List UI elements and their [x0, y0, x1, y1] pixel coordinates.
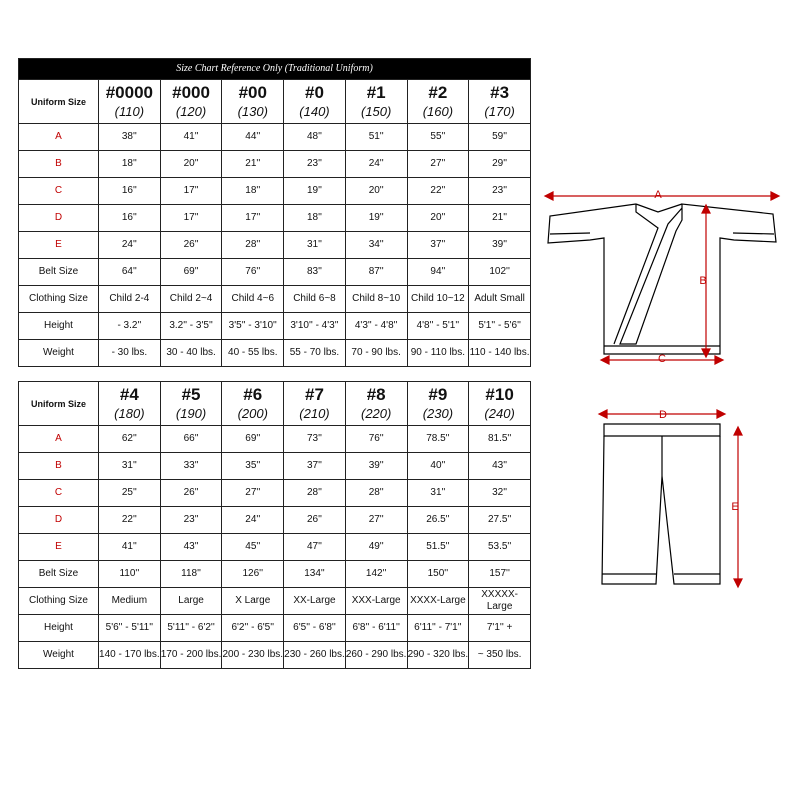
size-code: #10 — [485, 384, 514, 404]
table-cell: 17'' — [160, 178, 222, 205]
table-cell: XX-Large — [284, 588, 346, 615]
table-cell: 53.5'' — [469, 534, 531, 561]
table-cell: 16'' — [99, 178, 161, 205]
size-number: (140) — [299, 103, 330, 119]
table-row — [19, 340, 531, 367]
size-code: #6 — [243, 384, 263, 404]
row-label: Weight — [19, 642, 99, 669]
table-row — [19, 453, 531, 480]
table-cell: 6'11'' - 7'1'' — [407, 615, 469, 642]
size-number: (200) — [237, 405, 268, 421]
table-cell: 157'' — [469, 561, 531, 588]
table-cell: XXXX-Large — [407, 588, 469, 615]
table-cell: 66'' — [160, 426, 222, 453]
row-label: C — [19, 480, 99, 507]
table-cell: 26'' — [160, 480, 222, 507]
table-cell: 44'' — [222, 124, 284, 151]
table-cell: 27.5'' — [469, 507, 531, 534]
size-code: #0000 — [105, 82, 153, 102]
row-label: Height — [19, 615, 99, 642]
table-cell: 25'' — [99, 480, 161, 507]
table-row — [19, 124, 531, 151]
row-label: A — [19, 124, 99, 151]
size-code: #9 — [428, 384, 448, 404]
table-cell: Child 2-4 — [99, 286, 161, 313]
table-cell: 30 - 40 lbs. — [160, 340, 222, 367]
table-cell: 27'' — [222, 480, 284, 507]
table-cell: 51.5'' — [407, 534, 469, 561]
table-cell: 17'' — [222, 205, 284, 232]
table-cell: 32'' — [469, 480, 531, 507]
size-cell — [284, 382, 346, 426]
table-cell: 18'' — [284, 205, 346, 232]
table-row — [19, 313, 531, 340]
size-cell — [160, 80, 222, 124]
table-cell: 51'' — [345, 124, 407, 151]
table-cell: 55 - 70 lbs. — [284, 340, 346, 367]
table-row — [19, 615, 531, 642]
table-cell: X Large — [222, 588, 284, 615]
row-label: B — [19, 453, 99, 480]
table-cell: 140 - 170 lbs. — [99, 642, 161, 669]
table-cell: 24'' — [222, 507, 284, 534]
size-number: (240) — [484, 405, 515, 421]
table-cell: 31'' — [99, 453, 161, 480]
pants-diagram — [596, 406, 746, 590]
table-row — [19, 642, 531, 669]
table-cell: 170 - 200 lbs. — [160, 642, 222, 669]
table-cell: 69'' — [222, 426, 284, 453]
table-cell: 38'' — [99, 124, 161, 151]
table-cell: 83'' — [284, 259, 346, 286]
table-cell: 4'8'' - 5'1'' — [407, 313, 469, 340]
table-cell: 69'' — [160, 259, 222, 286]
table-cell: 200 - 230 lbs. — [222, 642, 284, 669]
table-cell: 28'' — [222, 232, 284, 259]
table-cell: 48'' — [284, 124, 346, 151]
table-cell: 7'1'' + — [469, 615, 531, 642]
table-row — [19, 507, 531, 534]
table-cell: 73'' — [284, 426, 346, 453]
size-number: (180) — [114, 405, 145, 421]
table-cell: 62'' — [99, 426, 161, 453]
row-label: E — [19, 232, 99, 259]
table-cell: 26'' — [284, 507, 346, 534]
table-cell: 43'' — [469, 453, 531, 480]
table-row — [19, 232, 531, 259]
table-cell: 5'6'' - 5'11'' — [99, 615, 161, 642]
size-cell — [345, 382, 407, 426]
table-cell: - 30 lbs. — [99, 340, 161, 367]
table-cell: 28'' — [284, 480, 346, 507]
table-cell: 22'' — [407, 178, 469, 205]
table-cell: 3'5'' - 3'10'' — [222, 313, 284, 340]
size-code: #00 — [238, 82, 267, 102]
table-cell: 78.5'' — [407, 426, 469, 453]
table-cell: 22'' — [99, 507, 161, 534]
uniform-size-header: Uniform Size — [19, 80, 99, 124]
table-cell: 37'' — [407, 232, 469, 259]
table-cell: Child 2~4 — [160, 286, 222, 313]
size-code: #5 — [181, 384, 201, 404]
table-cell: 90 - 110 lbs. — [407, 340, 469, 367]
table-cell: 20'' — [160, 151, 222, 178]
table-row — [19, 259, 531, 286]
table-cell: 110'' — [99, 561, 161, 588]
table-row — [19, 534, 531, 561]
table-cell: 150'' — [407, 561, 469, 588]
table-row — [19, 561, 531, 588]
table-cell: 35'' — [222, 453, 284, 480]
size-code: #8 — [366, 384, 386, 404]
table-cell: 19'' — [345, 205, 407, 232]
table-cell: 27'' — [345, 507, 407, 534]
table-cell: 23'' — [469, 178, 531, 205]
row-label: Height — [19, 313, 99, 340]
table-cell: 17'' — [160, 205, 222, 232]
table-cell: 18'' — [99, 151, 161, 178]
dimension-label-b: B — [699, 275, 707, 287]
table-cell: XXXXX-Large — [469, 588, 531, 615]
table-cell: 110 - 140 lbs. — [469, 340, 531, 367]
table-cell: 23'' — [160, 507, 222, 534]
size-cell — [99, 382, 161, 426]
table-cell: 40 - 55 lbs. — [222, 340, 284, 367]
size-table-bottom — [18, 381, 531, 669]
table-cell: 5'1'' - 5'6'' — [469, 313, 531, 340]
size-cell — [345, 80, 407, 124]
table-cell: 19'' — [284, 178, 346, 205]
table-cell: 5'11'' - 6'2'' — [160, 615, 222, 642]
table-cell: ~ 350 lbs. — [469, 642, 531, 669]
row-label: D — [19, 205, 99, 232]
size-cell — [160, 382, 222, 426]
size-code: #0 — [305, 82, 324, 102]
table-cell: 118'' — [160, 561, 222, 588]
table-cell: 45'' — [222, 534, 284, 561]
size-number: (160) — [422, 103, 454, 119]
table-cell: 134'' — [284, 561, 346, 588]
dimension-label-a: A — [654, 189, 662, 201]
jacket-outline — [548, 204, 776, 354]
table-cell: 260 - 290 lbs. — [345, 642, 407, 669]
table-cell: 40'' — [407, 453, 469, 480]
table-cell: 37'' — [284, 453, 346, 480]
table-cell: Child 4~6 — [222, 286, 284, 313]
table-cell: 18'' — [222, 178, 284, 205]
size-number: (120) — [175, 103, 207, 119]
table-cell: 33'' — [160, 453, 222, 480]
table-cell: Large — [160, 588, 222, 615]
table-cell: Child 8~10 — [345, 286, 407, 313]
table-cell: 59'' — [469, 124, 531, 151]
size-number: (130) — [237, 103, 268, 119]
table-cell: 21'' — [222, 151, 284, 178]
size-number: (230) — [422, 405, 454, 421]
size-number: (190) — [175, 405, 207, 421]
table-cell: 28'' — [345, 480, 407, 507]
table-cell: Adult Small — [469, 286, 531, 313]
table-row — [19, 151, 531, 178]
size-cell — [469, 382, 531, 426]
size-cell — [222, 80, 284, 124]
table-cell: 49'' — [345, 534, 407, 561]
table-cell: 4'3'' - 4'8'' — [345, 313, 407, 340]
size-code: #3 — [490, 82, 510, 102]
table-cell: 21'' — [469, 205, 531, 232]
table-cell: 290 - 320 lbs. — [407, 642, 469, 669]
size-code: #4 — [119, 384, 139, 404]
table-cell: 76'' — [345, 426, 407, 453]
table-cell: 27'' — [407, 151, 469, 178]
row-label: A — [19, 426, 99, 453]
size-code: #1 — [366, 82, 386, 102]
table-cell: 102'' — [469, 259, 531, 286]
size-cell — [407, 382, 469, 426]
row-label: Belt Size — [19, 561, 99, 588]
table-cell: 126'' — [222, 561, 284, 588]
table-cell: 81.5'' — [469, 426, 531, 453]
table-cell: 3.2'' - 3'5'' — [160, 313, 222, 340]
row-label: E — [19, 534, 99, 561]
size-number: (220) — [360, 405, 392, 421]
size-code: #000 — [172, 82, 210, 102]
table-cell: 23'' — [284, 151, 346, 178]
size-cell — [407, 80, 469, 124]
table-cell: 70 - 90 lbs. — [345, 340, 407, 367]
size-number: (150) — [360, 103, 392, 119]
chart-title: Size Chart Reference Only (Traditional Uniform) — [19, 59, 531, 80]
row-label: Clothing Size — [19, 588, 99, 615]
table-cell: 6'5'' - 6'8'' — [284, 615, 346, 642]
pants-outline — [602, 424, 720, 584]
table-cell: 87'' — [345, 259, 407, 286]
table-cell: 24'' — [99, 232, 161, 259]
table-cell: 16'' — [99, 205, 161, 232]
table-cell: 47'' — [284, 534, 346, 561]
row-label: Clothing Size — [19, 286, 99, 313]
uniform-size-header: Uniform Size — [19, 382, 99, 426]
table-cell: 94'' — [407, 259, 469, 286]
table-cell: 26.5'' — [407, 507, 469, 534]
table-row — [19, 286, 531, 313]
table-cell: 41'' — [99, 534, 161, 561]
row-label: B — [19, 151, 99, 178]
row-label: Weight — [19, 340, 99, 367]
table-cell: 3'10'' - 4'3'' — [284, 313, 346, 340]
table-cell: 142'' — [345, 561, 407, 588]
table-cell: 39'' — [345, 453, 407, 480]
table-cell: 43'' — [160, 534, 222, 561]
dimension-label-e: E — [731, 501, 739, 513]
table-cell: Medium — [99, 588, 161, 615]
size-cell — [99, 80, 161, 124]
table-cell: 64'' — [99, 259, 161, 286]
row-label: C — [19, 178, 99, 205]
size-number: (210) — [299, 405, 330, 421]
size-cell — [284, 80, 346, 124]
size-code: #7 — [305, 384, 324, 404]
table-cell: Child 6~8 — [284, 286, 346, 313]
table-row — [19, 480, 531, 507]
size-number: (170) — [484, 103, 515, 119]
row-label: Belt Size — [19, 259, 99, 286]
size-cell — [222, 382, 284, 426]
table-cell: 55'' — [407, 124, 469, 151]
table-cell: - 3.2'' — [99, 313, 161, 340]
table-cell: 6'8'' - 6'11'' — [345, 615, 407, 642]
jacket-measure-lines — [545, 192, 779, 364]
size-code: #2 — [428, 82, 448, 102]
dimension-label-d: D — [659, 409, 667, 421]
jacket-diagram — [540, 186, 782, 366]
table-row — [19, 588, 531, 615]
table-cell: XXX-Large — [345, 588, 407, 615]
size-cell — [469, 80, 531, 124]
table-cell: 39'' — [469, 232, 531, 259]
table-cell: 20'' — [407, 205, 469, 232]
table-cell: 6'2'' - 6'5'' — [222, 615, 284, 642]
table-cell: 29'' — [469, 151, 531, 178]
table-cell: 34'' — [345, 232, 407, 259]
table-row — [19, 205, 531, 232]
dimension-label-c: C — [658, 353, 666, 365]
table-cell: 41'' — [160, 124, 222, 151]
table-cell: 26'' — [160, 232, 222, 259]
table-cell: 76'' — [222, 259, 284, 286]
table-row — [19, 426, 531, 453]
row-label: D — [19, 507, 99, 534]
table-cell: 24'' — [345, 151, 407, 178]
table-cell: 20'' — [345, 178, 407, 205]
table-cell: Child 10~12 — [407, 286, 469, 313]
table-cell: 31'' — [284, 232, 346, 259]
table-row — [19, 178, 531, 205]
table-cell: 31'' — [407, 480, 469, 507]
size-table-top — [18, 58, 531, 367]
table-cell: 230 - 260 lbs. — [284, 642, 346, 669]
size-number: (110) — [114, 103, 145, 119]
